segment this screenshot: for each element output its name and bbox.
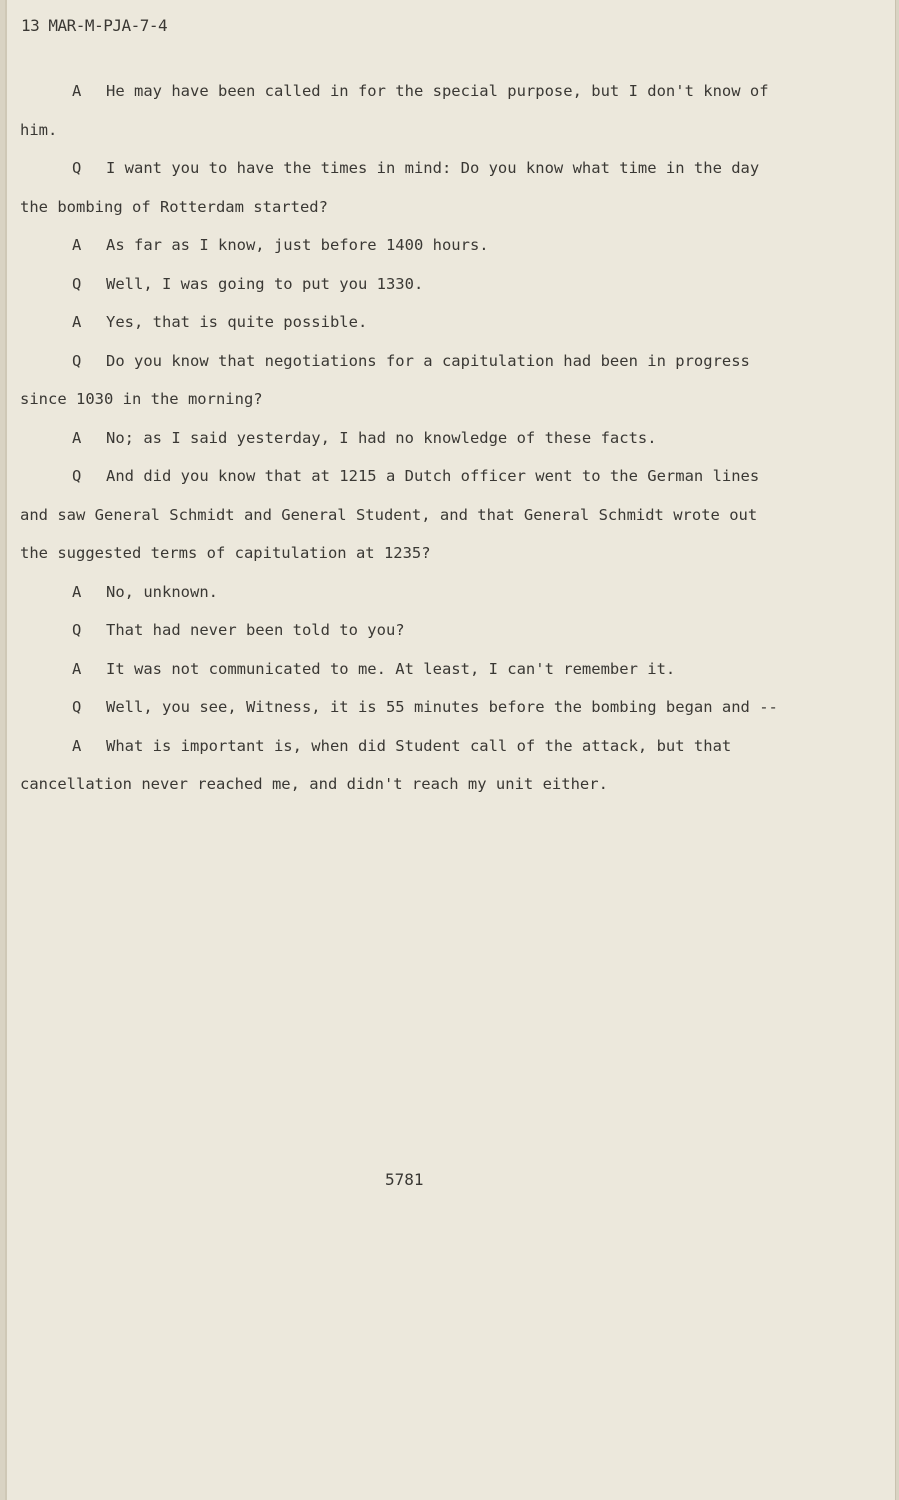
transcript-body (20, 72, 810, 804)
transcript-line: the bombing of Rotterdam started? (20, 197, 328, 216)
speaker-label: A (72, 82, 82, 100)
transcript-line: I want you to have the times in mind: Do you know what time in the day (106, 159, 760, 177)
speaker-label: A (72, 313, 82, 331)
transcript-entry (20, 265, 810, 304)
transcript-line: him. (20, 120, 58, 139)
transcript-entry (20, 303, 810, 342)
speaker-label: A (72, 736, 82, 755)
transcript-entry (20, 72, 810, 149)
transcript-line: since 1030 in the morning? (20, 390, 263, 408)
transcript-entry (20, 650, 810, 689)
transcript-line: No, unknown. (106, 582, 218, 601)
speaker-label: Q (72, 351, 82, 370)
transcript-line: cancellation never reached me, and didn't reach my unit either. (20, 775, 608, 793)
transcript-entry (20, 226, 810, 265)
transcript-line: Well, I was going to put you 1330. (106, 274, 424, 293)
transcript-line: It was not communicated to me. At least, I can't remember it. (106, 659, 676, 678)
page-number: 5781 (385, 1170, 424, 1189)
transcript-line: He may have been called in for the special purpose, but I don't know of (106, 82, 769, 100)
transcript-entry (20, 342, 810, 419)
transcript-entry (20, 457, 810, 573)
document-reference: 13 MAR-M-PJA-7-4 (21, 16, 168, 35)
speaker-label: Q (72, 274, 82, 293)
transcript-line: What is important is, when did Student call of the attack, but that (106, 736, 732, 755)
speaker-label: Q (72, 159, 82, 177)
transcript-entry (20, 727, 810, 804)
transcript-entry (20, 573, 810, 612)
transcript-line: Well, you see, Witness, it is 55 minutes before the bombing began and -- (106, 698, 778, 716)
transcript-entry (20, 149, 810, 226)
transcript-line: And did you know that at 1215 a Dutch officer went to the German lines (106, 467, 760, 485)
transcript-page (5, 0, 896, 1500)
speaker-label: A (72, 236, 82, 254)
transcript-entry (20, 419, 810, 458)
transcript-line: No; as I said yesterday, I had no knowledge of these facts. (106, 428, 657, 447)
transcript-line: the suggested terms of capitulation at 1235? (20, 544, 431, 562)
transcript-line: Yes, that is quite possible. (106, 313, 368, 331)
transcript-line: and saw General Schmidt and General Student, and that General Schmidt wrote out (20, 505, 758, 524)
transcript-line: That had never been told to you? (106, 621, 405, 639)
speaker-label: A (72, 582, 82, 601)
transcript-entry (20, 611, 810, 650)
transcript-line: As far as I know, just before 1400 hours. (106, 236, 489, 254)
transcript-entry (20, 688, 810, 727)
speaker-label: Q (72, 621, 82, 639)
speaker-label: A (72, 659, 82, 678)
speaker-label: Q (72, 467, 82, 485)
speaker-label: A (72, 428, 82, 447)
transcript-line: Do you know that negotiations for a capitulation had been in progress (106, 351, 750, 370)
speaker-label: Q (72, 698, 82, 716)
